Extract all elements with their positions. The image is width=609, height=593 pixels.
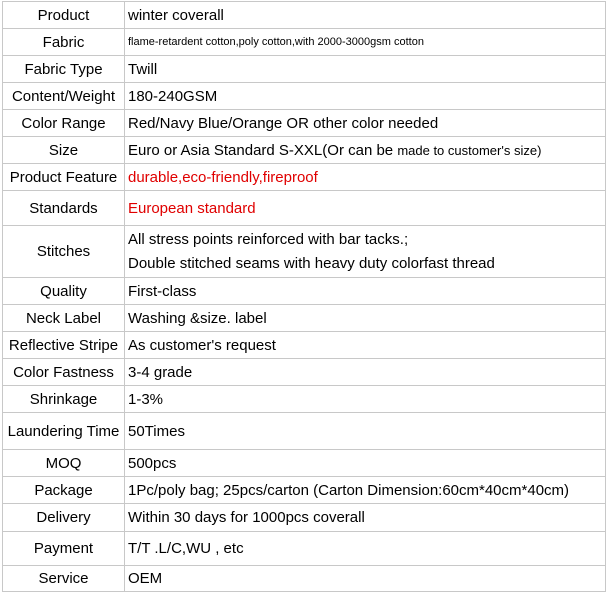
row-label-color-range: Color Range [3,110,125,137]
table-row [3,305,606,332]
product-spec-table [2,1,606,592]
row-value-standards: European standard [125,191,606,226]
table-row [3,386,606,413]
table-row [3,532,606,566]
table-row [3,413,606,450]
row-label-product: Product [3,2,125,29]
row-value-shrinkage: 1-3% [125,386,606,413]
table-row [3,278,606,305]
row-label-quality: Quality [3,278,125,305]
row-value-fabric-type: Twill [125,56,606,83]
table-row [3,332,606,359]
row-value-service: OEM [125,566,606,592]
table-row [3,477,606,504]
row-value-reflective-stripe: As customer's request [125,332,606,359]
table-row [3,566,606,592]
row-value-neck-label: Washing &size. label [125,305,606,332]
table-row [3,56,606,83]
row-label-neck-label: Neck Label [3,305,125,332]
row-label-content-weight: Content/Weight [3,83,125,110]
row-label-moq: MOQ [3,450,125,477]
row-value-package: 1Pc/poly bag; 25pcs/carton (Carton Dimension:60cm*40cm*40cm) [125,477,606,504]
row-value-color-range: Red/Navy Blue/Orange OR other color needed [125,110,606,137]
row-label-fabric: Fabric [3,29,125,56]
table-row [3,137,606,164]
row-label-reflective-stripe: Reflective Stripe [3,332,125,359]
table-row [3,2,606,29]
row-value-laundering-time: 50Times [125,413,606,450]
row-label-delivery: Delivery [3,504,125,532]
row-label-stitches: Stitches [3,226,125,278]
row-label-color-fastness: Color Fastness [3,359,125,386]
size-text-part2: made to customer's size) [397,142,542,158]
row-label-payment: Payment [3,532,125,566]
table-row [3,29,606,56]
row-value-stitches [125,226,606,278]
row-label-size: Size [3,137,125,164]
row-value-quality: First-class [125,278,606,305]
row-value-product-feature: durable,eco-friendly,fireproof [125,164,606,191]
table-row [3,450,606,477]
row-label-product-feature: Product Feature [3,164,125,191]
table-row [3,359,606,386]
row-value-product: winter coverall [125,2,606,29]
row-value-content-weight: 180-240GSM [125,83,606,110]
row-label-standards: Standards [3,191,125,226]
row-label-fabric-type: Fabric Type [3,56,125,83]
row-label-package: Package [3,477,125,504]
table-row [3,191,606,226]
size-text-part1: Euro or Asia Standard S-XXL(Or can be [128,141,398,159]
row-value-moq: 500pcs [125,450,606,477]
stitches-line-2: Double stitched seams with heavy duty colorfast thread [128,254,495,272]
row-value-size [125,137,606,164]
row-label-shrinkage: Shrinkage [3,386,125,413]
row-label-service: Service [3,566,125,592]
table-row [3,83,606,110]
row-value-color-fastness: 3-4 grade [125,359,606,386]
table-row [3,110,606,137]
stitches-line-1: All stress points reinforced with bar tacks.; [128,230,409,248]
row-value-payment: T/T .L/C,WU , etc [125,532,606,566]
table-row [3,226,606,278]
row-label-laundering-time: Laundering Time [3,413,125,450]
row-value-fabric: flame-retardent cotton,poly cotton,with 2000-3000gsm cotton [125,29,606,56]
table-row [3,504,606,532]
table-row [3,164,606,191]
row-value-delivery: Within 30 days for 1000pcs coverall [125,504,606,532]
